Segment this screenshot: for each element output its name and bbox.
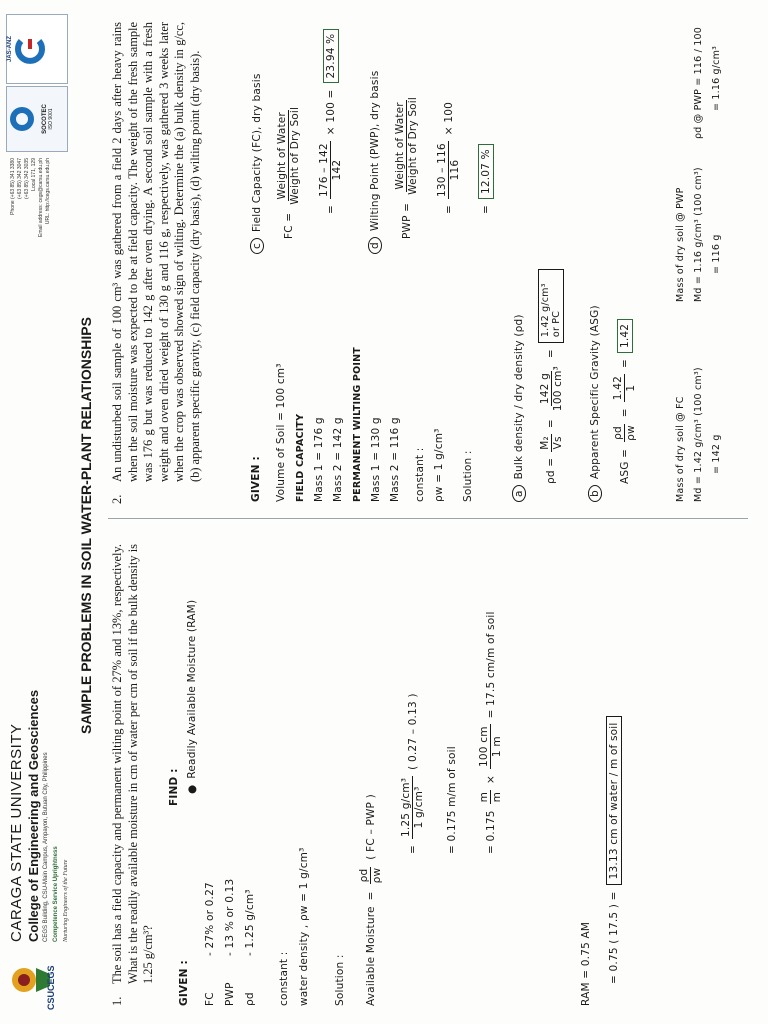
ram-calc: = 0.75 ( 17.5 ) = — [608, 891, 620, 984]
part-d-den: Weight of Dry Soil — [407, 96, 419, 195]
ram-answer: 13.13 cm of water / m of soil — [606, 716, 622, 885]
part-c-answer: 23.94 % — [323, 29, 339, 84]
part-d-result: = 12.07 % — [478, 144, 494, 214]
am-step-1: = 1.25 g/cm³ 1 g/cm³ ( 0.27 – 0.13 ) — [400, 693, 425, 854]
part-c-calc-num: 176 – 142 — [318, 143, 330, 197]
am-frac-num: ρd — [358, 868, 370, 883]
part-d-calc-num: 130 – 116 — [436, 143, 448, 197]
jas-anz-label: JAS-ANZ — [7, 36, 13, 63]
p2-fc-head: FIELD CAPACITY — [295, 413, 306, 502]
find-label: FIND : — [168, 768, 180, 806]
mass-pwp-block — [672, 167, 726, 302]
page-title: SAMPLE PROBLEMS IN SOIL WATER-PLANT RELATIONSHIPS — [78, 317, 94, 734]
part-a-f1-num: M₂ — [538, 436, 551, 450]
part-d-label: Wilting Point (PWP), dry basis — [369, 70, 381, 232]
am-tail: ( FC – PWP ) — [364, 794, 377, 860]
part-b-label: Apparent Specific Gravity (ASG) — [589, 305, 601, 480]
part-a-f1-den: Vs — [551, 436, 564, 450]
jas-anz-icon — [13, 29, 47, 69]
mass-fc-label: Mass of dry soil @ FC — [675, 396, 686, 502]
part-b-f1-den: ρw — [625, 425, 637, 441]
part-c-frac — [276, 105, 301, 207]
part-b-heading — [588, 305, 602, 502]
part-d-answer: 12.07 % — [478, 144, 494, 199]
step1-tail: ( 0.27 – 0.13 ) — [406, 693, 419, 770]
part-c-calc-tail: × 100 = — [324, 89, 337, 136]
p2-constant-label: constant : — [414, 447, 426, 502]
problem-2-statement: An undisturbed soil sample of 100 cm³ was gathered from a field 2 days after heavy rains when the soil moisture was expected to be at field capacity. The weight of the fresh sample was 176 g but was reduced to 142 g after oven drying. A second soil sample with a fresh weight and oven dried weight of 130 g and 116 g, respectively, was gathered 3 weeks later when the crop was observed showed sign of wilting. Determine the (a) bulk density in g/cc, (b) apparent specific gravity, (c) field capacity (dry basis), (d) wilting point (dry basis). — [110, 22, 202, 482]
solution-label: Solution : — [334, 954, 346, 1006]
step3-e: 1 m — [491, 736, 503, 758]
part-b-frac-2 — [612, 374, 637, 402]
am-step-3: = 0.175 m m × 100 cm 1 m = 17.5 cm/m of soil — [478, 611, 503, 854]
p2-fc-mass2: Mass 2 = 142 g — [332, 417, 344, 502]
am-frac-den: ρw — [371, 867, 383, 884]
am-label: Available Moisture — [364, 906, 377, 1006]
given-label: GIVEN : — [178, 960, 190, 1006]
part-a-heading — [512, 314, 526, 502]
college-address: CEGS Building, CSU-Main Campus, Ampayon, Butuan City, Philippines — [43, 752, 49, 942]
part-d-heading — [368, 71, 382, 254]
am-eq: = — [364, 891, 377, 901]
motto: Competence Service Uprightness — [53, 846, 59, 942]
column-divider — [108, 518, 748, 519]
step1-den: 1 g/cm³ — [413, 786, 425, 829]
p2-given-label: GIVEN : — [250, 456, 262, 502]
step3-b: m — [478, 791, 490, 803]
part-c-calc-den: 142 — [331, 159, 343, 181]
part-a-lhs: ρd = — [545, 457, 557, 484]
step3-d: 100 cm — [478, 726, 490, 767]
university-name: CARAGA STATE UNIVERSITY — [8, 723, 25, 942]
step3-a: = 0.175 — [484, 810, 497, 854]
part-b-answer: 1.42 — [617, 319, 633, 353]
p2-pwp-mass1: Mass 1 = 130 g — [370, 417, 382, 502]
part-b-equation: ASG = ρd ρw = 1.42 1 = 1.42 — [612, 319, 637, 484]
part-b-frac-1 — [612, 423, 637, 443]
problem-2-number: 2. — [110, 494, 124, 504]
p2-constant-val: ρw = 1 g/cm³ — [433, 428, 445, 502]
part-c-num: Weight of Water — [276, 112, 288, 200]
problem-1-statement: The soil has a field capacity and permanent wilting point of 27% and 13%, respectively. What is the readily available moisture in cm of water per cm of soil if the bulk density is 1.25 g/cm³? — [110, 544, 156, 984]
part-a-frac-2 — [539, 364, 564, 413]
given-row — [200, 879, 220, 1006]
option-d-marker: d — [368, 237, 382, 254]
available-moisture-formula — [358, 794, 383, 1006]
part-d-formula — [394, 95, 419, 239]
given-value: - 27% or 0.27 — [204, 882, 216, 956]
step3-c: m — [491, 791, 503, 803]
step3-fraction-1 — [478, 790, 503, 804]
constant-label: constant : — [278, 951, 290, 1006]
part-a-answer: 1.42 g/cm³ or PC — [538, 269, 564, 343]
p2-volume: Volume of Soil = 100 cm³ — [275, 363, 287, 502]
part-b-f2-den: 1 — [625, 384, 637, 392]
option-b-marker: b — [588, 485, 602, 502]
ram-calculation — [606, 716, 622, 984]
constant-value: water density , ρw = 1 g/cm³ — [298, 847, 310, 1006]
cert-badge-label: ISO 9001 — [48, 108, 54, 130]
part-d-calc-den: 116 — [449, 159, 461, 181]
find-item — [186, 600, 198, 794]
mass-fc-eq: Md = 1.42 g/cm³ (100 cm³) — [693, 367, 704, 502]
tagline: Nurturing Engineers of the Future — [63, 859, 69, 942]
mass-pwp-label: Mass of dry soil @ PWP — [675, 187, 686, 302]
part-d-calc: = 130 – 116 116 × 100 — [436, 102, 461, 214]
given-row — [240, 879, 260, 1006]
part-a-f2-den: 100 cm³ — [551, 366, 564, 412]
given-value: - 1.25 g/cm³ — [244, 889, 256, 956]
mass-pwp-eq: Md = 1.16 g/cm³ (100 cm³) — [693, 167, 704, 302]
part-c-den: Weight of Dry Soil — [289, 106, 301, 205]
certification-badge — [6, 86, 68, 152]
contact-line: Email address: cegs@carsu.edu.ph — [38, 158, 44, 238]
step1-num: 1.25 g/cm³ — [400, 777, 412, 837]
step1-fraction — [400, 776, 425, 839]
part-a-frac-1 — [539, 434, 564, 452]
bullet-icon: ● — [186, 784, 198, 794]
ram-line: RAM = 0.75 AM — [580, 921, 592, 1006]
rho-pwp: ρd @ PWP = 116 / 100 — [693, 27, 704, 139]
part-d-lhs: PWP = — [400, 202, 413, 239]
given-symbol: ρd — [244, 992, 256, 1006]
am-step-2: = 0.175 m/m of soil — [446, 746, 458, 854]
am-fraction — [358, 866, 383, 886]
contact-line: (+63 85) 342 3035 — [24, 158, 30, 200]
p2-solution-label: Solution : — [462, 450, 474, 502]
part-b-f2-num: 1.42 — [612, 376, 624, 401]
cegs-logo — [8, 950, 58, 1010]
p2-given-block — [272, 347, 478, 502]
rho-pwp-res: = 1.16 g/cm³ — [711, 45, 722, 111]
part-d-calc-tail: × 100 — [442, 102, 455, 136]
contact-block — [10, 158, 52, 254]
part-c-lhs: FC = — [282, 212, 295, 239]
part-a-equation: ρd = M₂ Vs = 142 g 100 cm³ = 1.42 g/cm³ or PC — [538, 269, 564, 484]
mass-fc-block — [672, 367, 726, 502]
part-c-calc-frac — [318, 141, 343, 199]
option-c-marker: c — [250, 238, 264, 254]
part-c-calc: = 176 – 142 142 × 100 = 23.94 % — [318, 29, 343, 214]
part-c-heading — [250, 73, 264, 254]
p2-pwp-mass2: Mass 2 = 116 g — [389, 417, 401, 502]
socotec-icon — [7, 99, 37, 139]
given-symbol: FC — [204, 992, 216, 1006]
part-d-frac — [394, 95, 419, 197]
contact-line: Local 171, 129 — [31, 158, 37, 191]
mass-fc-res: = 142 g — [711, 434, 722, 474]
find-item-text: Readily Available Moisture (RAM) — [186, 599, 198, 779]
step3-result: = 17.5 cm/m of soil — [484, 611, 497, 719]
part-c-formula — [276, 105, 301, 239]
part-b-f1-num: ρd — [612, 426, 624, 440]
contact-line: Phone (+63 85) 341 3380 — [10, 158, 16, 215]
logo-text: CSUCEGS — [46, 965, 56, 1010]
part-a-label: Bulk density / dry density (ρd) — [513, 314, 525, 480]
given-value: - 13 % or 0.13 — [224, 878, 236, 956]
part-c-label: Field Capacity (FC), dry basis — [251, 73, 263, 233]
college-name: College of Engineering and Geosciences — [26, 689, 41, 942]
given-row — [220, 879, 240, 1006]
contact-line: URL: http://cegs.carsu.edu.ph — [45, 158, 51, 225]
cert-badge-name: SOCOTEC — [42, 104, 48, 134]
step3-fraction-2 — [478, 724, 503, 769]
given-list — [200, 879, 260, 1006]
part-d-calc-frac — [436, 141, 461, 199]
jas-anz-badge — [6, 14, 68, 84]
mass-pwp-res: = 116 g — [711, 234, 722, 274]
problem-1-number: 1. — [110, 996, 124, 1006]
rho-pwp-block — [690, 27, 726, 139]
option-a-marker: a — [512, 485, 526, 502]
contact-line: (+63 85) 342 3047 — [17, 158, 23, 200]
given-symbol: PWP — [224, 982, 236, 1006]
part-d-num: Weight of Water — [394, 102, 406, 190]
p2-fc-mass1: Mass 1 = 176 g — [313, 417, 325, 502]
part-b-lhs: ASG = — [618, 448, 631, 484]
p2-pwp-head: PERMANENT WILTING POINT — [352, 347, 363, 502]
part-a-f2-num: 142 g — [538, 373, 551, 405]
